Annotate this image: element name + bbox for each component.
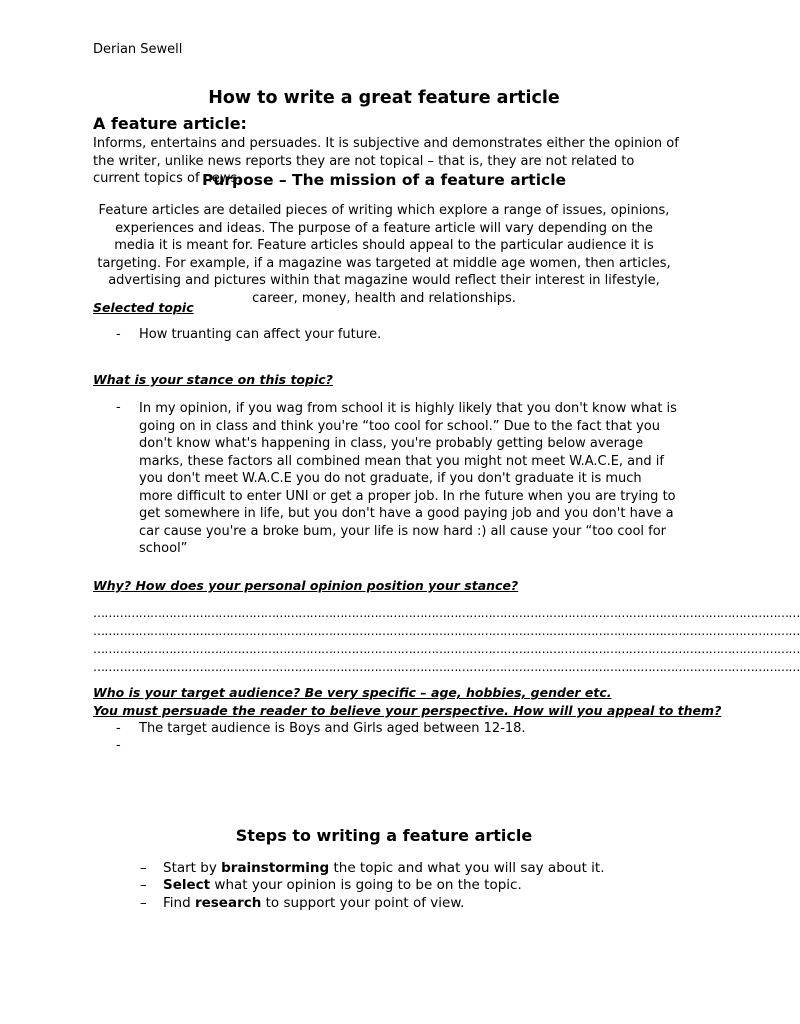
list-dash: – — [140, 895, 147, 911]
definition-heading: A feature article: — [93, 114, 247, 133]
audience-question: Who is your target audience? Be very specific – age, hobbies, gender etc. — [93, 685, 612, 700]
list-dash: – — [140, 877, 147, 893]
list-dash: – — [140, 860, 147, 876]
answer-line: …………………………………………………………………………………………………………………………………………………………………… — [93, 624, 800, 638]
answer-line: …………………………………………………………………………………………………………………………………………………………………… — [93, 642, 800, 656]
step-item: Find research to support your point of view. — [163, 895, 465, 911]
list-dash: - — [116, 400, 121, 415]
list-dash: - — [116, 327, 121, 342]
audience-answer: The target audience is Boys and Girls aged between 12-18. — [139, 721, 526, 736]
step-item: Select what your opinion is going to be on the topic. — [163, 877, 522, 893]
stance-answer: In my opinion, if you wag from school it is highly likely that you don't know what is going on in class and think you're “too cool for school.” Due to the fact that you don't know what's happening in class, you're probably getting below average marks, these factors all combined mean that you might not meet W.A.C.E, and if you don't meet W.A.C.E you do not graduate, if you don't graduate it is much more difficult to enter UNI or get a proper job. In rhe future when you are trying to get somewhere in life, but you don't have a good paying job and you don't have a car cause you're a broke bum, your life is now hard :) all cause your “too cool for school” — [139, 401, 677, 556]
stance-question: What is your stance on this topic? — [93, 372, 333, 387]
purpose-text: Feature articles are detailed pieces of writing which explore a range of issues, opinions, experiences and ideas. The purpose of a feature article will vary depending on the media it is meant for. Feature articles should appeal to the particular audience it is targeting. For example, if a magazine was targeted at middle age women, then articles, advertising and pictures within that magazine would reflect their interest in lifestyle, career, money, health and relationships. — [97, 203, 671, 306]
purpose-heading: Purpose – The mission of a feature article — [201, 171, 567, 189]
document-title: How to write a great feature article — [208, 88, 560, 108]
answer-line: …………………………………………………………………………………………………………………………………………………………………… — [93, 606, 800, 620]
topic-question: Selected topic — [93, 300, 194, 315]
answer-line: …………………………………………………………………………………………………………………………………………………………………… — [93, 660, 800, 674]
author-name: Derian Sewell — [93, 42, 183, 57]
topic-answer: How truanting can affect your future. — [139, 327, 382, 342]
steps-heading: Steps to writing a feature article — [235, 826, 533, 845]
why-question: Why? How does your personal opinion position your stance? — [93, 578, 519, 593]
step-item: Start by brainstorming the topic and what you will say about it. — [163, 860, 605, 876]
definition-text: Informs, entertains and persuades. It is subjective and demonstrates either the opinion of the writer, unlike news reports they are not topical – that is, they are not related to current topics of news. — [93, 136, 679, 186]
list-dash: - — [116, 721, 121, 736]
persuade-question: You must persuade the reader to believe your perspective. How will you appeal to them? — [93, 703, 722, 718]
list-dash: - — [116, 738, 121, 753]
